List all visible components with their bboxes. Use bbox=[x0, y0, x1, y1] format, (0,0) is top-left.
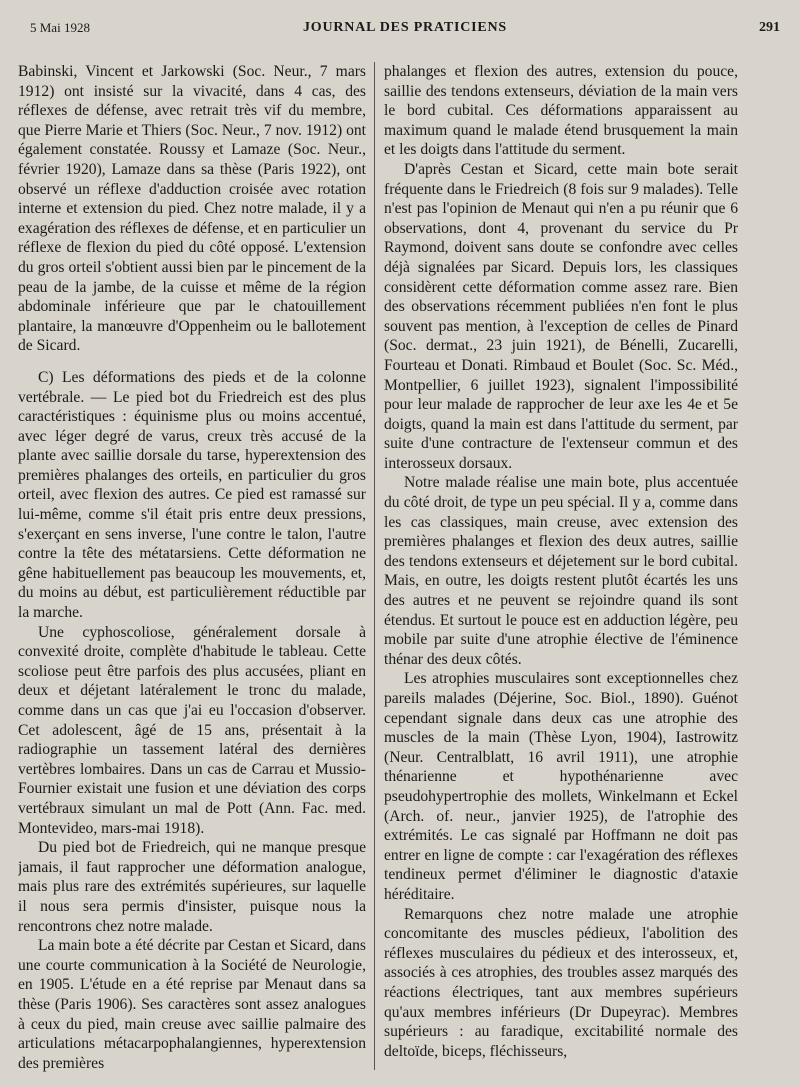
paragraph: phalanges et flexion des autres, extension du pouce, saillie des tendons extenseurs, déviation de la main vers le bord cubital. Ces déformations apparaissent au maximum quand le malade étend brusquement la main et les doigts dans l'attitude du serment. bbox=[384, 63, 738, 159]
header-journal-title: JOURNAL DES PRATICIENS bbox=[302, 20, 508, 35]
paragraph: Du pied bot de Friedreich, qui ne manque presque jamais, il faut rapprocher une déformation analogue, mais plus rare des extrémités supérieures, sur laquelle il nous sera permis d'insister, puisque nous la rencontrons chez notre malade. bbox=[18, 839, 366, 935]
paragraph: Remarquons chez notre malade une atrophie concomitante des muscles pédieux, l'abolition des réflexes musculaires du pédieux et des interosseux, et, associés à ces atrophies, des troubles assez marqués des réactions électriques, tant aux membres supérieurs qu'aux membres inférieurs (Dr Dupeyrac). Membres supérieurs : au faradique, excitabilité normale des deltoïde, biceps, fléchisseurs, bbox=[384, 905, 738, 1060]
left-column bbox=[18, 62, 366, 1072]
paragraph: Notre malade réalise une main bote, plus accentuée du côté droit, de type un peu spécial. Il y a, comme dans les cas classiques, main creuse, avec extension des premières phalanges et flexion des deux autres, saillie des tendons extenseurs et déjetement sur le bord cubital. Mais, en outre, les doigts restent plutôt écartés les uns des autres et ne peuvent se rejoindre quand ils sont étendus. Et surtout le pouce est en adduction légère, peu mobile par suite d'une atrophie élective de l'éminence thénar des deux côtés. bbox=[384, 474, 738, 668]
header-page-number: 291 bbox=[759, 20, 780, 35]
paragraph: Une cyphoscoliose, généralement dorsale à convexité droite, complète d'habitude le tableau. Cette scoliose peut être parfois des plus accusées, pliant en deux et déjetant latéralement le tronc du malade, comme dans un cas que j'ai eu l'occasion d'observer. Cet adolescent, âgé de 15 ans, présentait à la radiographie un tassement latéral des dernières vertèbres lombaires. Dans un cas de Carrau et Mussio-Fournier existait une fusion et une déviation des corps vertébraux simulant un mal de Pott (Ann. Fac. med. Montevideo, mars-mai 1918). bbox=[18, 623, 366, 837]
column-divider bbox=[374, 62, 375, 1070]
paragraph: C) Les déformations des pieds et de la colonne vertébrale. — Le pied bot du Friedreich est des plus caractéristiques : équinisme plus ou moins accentué, avec léger degré de varus, creux très accusé de la plante avec saillie dorsale du tarse, hyperextension des premières phalanges des orteils, en particulier du gros orteil, avec flexion des autres. Ce pied est ramassé sur lui-même, comme s'il était pris entre deux pressions, s'exerçant en sens inverse, l'une contre le talon, l'autre contre la tête des métatarsiens. Cette déformation ne gêne habituellement pas beaucoup les mouvements, et, du moins au début, est particulièrement réductible par la marche. bbox=[18, 368, 366, 622]
header-date: 5 Mai 1928 bbox=[30, 20, 90, 35]
paragraph: La main bote a été décrite par Cestan et Sicard, dans une courte communication à la Société de Neurologie, en 1905. L'étude en a été reprise par Menaut dans sa thèse (Paris 1906). Ses caractères sont assez analogues à ceux du pied, main creuse avec saillie palmaire des articulations métacarpophalangiennes, hyperextension des premières bbox=[18, 937, 366, 1072]
paragraph: Babinski, Vincent et Jarkowski (Soc. Neur., 7 mars 1912) ont insisté sur la vivacité, dans 4 cas, des réflexes de défense, avec retrait très vif du membre, que Pierre Marie et Thiers (Soc. Neur., 7 nov. 1912) ont également constatée. Roussy et Lamaze (Soc. Neur., février 1920), Lamaze dans sa thèse (Paris 1922), ont observé un réflexe d'adduction croisée avec rotation interne et extension du pied. Chez notre malade, il y a exagération des réflexes de défense, et en particulier un réflexe de flexion du pied du côté opposé. L'extension du gros orteil s'obtient aussi bien par le pincement de la peau de la jambe, de la cuisse et même de la région abdominale inférieure que par le chatouillement plantaire, la manœuvre d'Oppenheim ou le ballotement de Sicard. bbox=[18, 63, 366, 355]
running-header bbox=[30, 20, 780, 42]
right-column bbox=[384, 62, 738, 1072]
paragraph: D'après Cestan et Sicard, cette main bote serait fréquente dans le Friedreich (8 fois sur 9 malades). Telle n'est pas l'opinion de Menaut qui n'en a pu réunir que 6 observations, dont 4, provenant du service du Pr Raymond, doivent sans doute se confondre avec celles déjà signalées par Sicard. Depuis lors, les classiques considèrent cette déformation comme assez rare. Bien des observations récemment publiées n'en font le plus souvent pas mention, à l'exception de celles de Pinard (Soc. dermat., 23 juin 1921), de Bénelli, Zucarelli, Fourteau et Donati. Rimbaud et Boulet (Soc. Sc. Méd., Montpellier, 6 juillet 1923), signalent l'impossibilité pour leur malade de rapprocher de leur axe les 4e et 5e doigts, quand la main est dans l'attitude du serment, par suite d'une contracture de l'extenseur commun et des interosseux dorsaux. bbox=[384, 160, 738, 472]
paragraph: Les atrophies musculaires sont exceptionnelles chez pareils malades (Déjerine, Soc. Biol., 1890). Guénot cependant signale dans deux cas une atrophie des muscles de la main (Thèse Lyon, 1904), Iastrowitz (Neur. Centralblatt, 16 avril 1911), une atrophie thénarienne et hypothénarienne avec pseudohypertrophie des mollets, Winkelmann et Eckel (Arch. of. neur., janvier 1925), de l'atrophie des extrémités. Le cas signalé par Hoffmann ne doit pas entrer en ligne de compte : car l'exagération des réflexes tendineux permet d'éliminer le diagnostic d'ataxie héréditaire. bbox=[384, 670, 738, 903]
